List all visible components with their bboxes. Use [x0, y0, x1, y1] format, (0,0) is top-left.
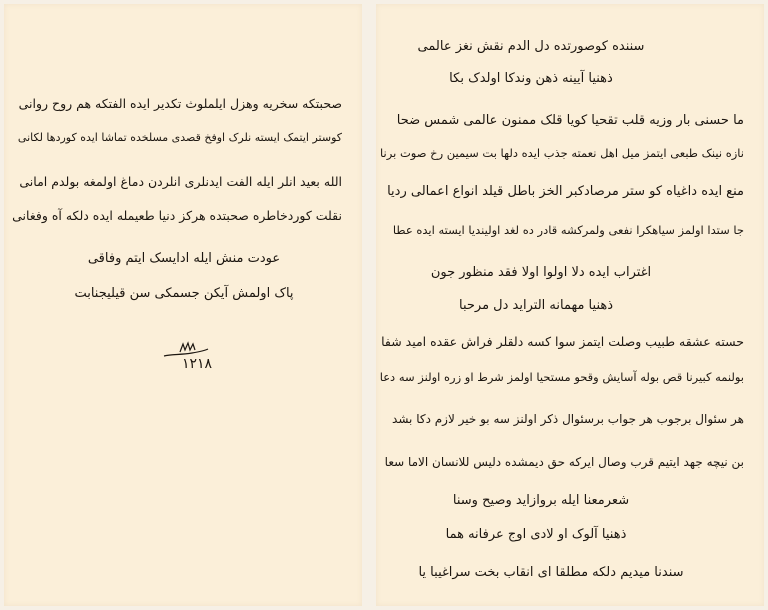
right-line-9: حسته عشقه طبیب وصلت ایتمز سوا کسه دلقلر فراش عقده امید شفا — [381, 334, 744, 349]
right-line-7: اغتراب ایده دلا اولوا اولا فقد منظور جون — [430, 265, 652, 280]
left-page — [4, 4, 362, 606]
left-line-3: الله بعید انلر ایله الفت ایدنلری انلردن دماغ اولمغه بولدم امانی — [19, 174, 342, 189]
right-line-10: بولنمه کبیرنا قص بوله آسایش وقحو مستحیا اولمز شرط او زره اولنز سه دعا — [379, 370, 744, 384]
right-line-6: جا ستدا اولمز سیاهکرا نفعی ولمرکشه قادر ده لغد اولیندیا ایسته ایده عطا — [392, 223, 744, 237]
right-line-12: بن نیچه جهد ایتیم قرب وصال ایرکه حق دیمشده دلیس للانسان الاما سعا — [384, 455, 744, 469]
right-line-4: نازه نینک طبعی ایتمز میل اهل نعمته جذب ایده دلها بت سیمین رخ صوت برنا — [380, 146, 744, 160]
left-line-5: عودت منش ایله ادایسک ایتم وفاقی — [87, 251, 281, 266]
right-line-2: ذهنیا آیینه ذهن وندکا اولدک بکا — [449, 71, 613, 86]
right-line-1: سننده کوصورتده دل الدم نقش نغز عالمی — [417, 39, 645, 54]
right-page — [376, 4, 764, 606]
right-line-8: ذهنیا مهمانه التراید دل مرحبا — [458, 298, 614, 313]
right-line-5: منع ایده داغیاه کو ستر مرصادکبر الخز باطل قیلد انواع اعمالی ردیا — [387, 184, 744, 199]
right-line-13: شعرمعنا ایله بروازاید وصیح وسنا — [452, 493, 630, 508]
left-line-2: کوستر ایتمک ایسته نلرک اوفخ قصدی مسلخده تماشا ایده کوردها لکانی — [17, 131, 342, 144]
right-line-3: ما حسنی بار وزیه قلب تقحیا کویا قلک ممنون عالمی شمس ضحا — [396, 113, 744, 128]
right-line-11: هر سئوال برجوب هر جواب برسئوال ذکر اولنز سه بو خیر لازم دکا بشد — [392, 412, 744, 426]
right-line-14: ذهنیا آلوک او لادی اوج عرفانه هما — [445, 527, 627, 542]
right-line-15: سندنا میدیم دلکه مطلقا ای انقاب بخت سراغیبا یا — [418, 565, 684, 580]
left-line-6: پاک اولمش آیکن جسمکی سن قیلیجنابت — [74, 286, 294, 301]
date-line: ١٢١٨ — [182, 356, 213, 372]
left-line-1: صحبتکه سخریه وهزل ایلملوث تکدیر ایده الفتکه هم روح روانی — [18, 96, 342, 111]
left-line-4: نقلت کوردخاطره صحبتده هرکز دنیا طعیمله ایده دلکه آه وفغانی — [12, 208, 342, 223]
